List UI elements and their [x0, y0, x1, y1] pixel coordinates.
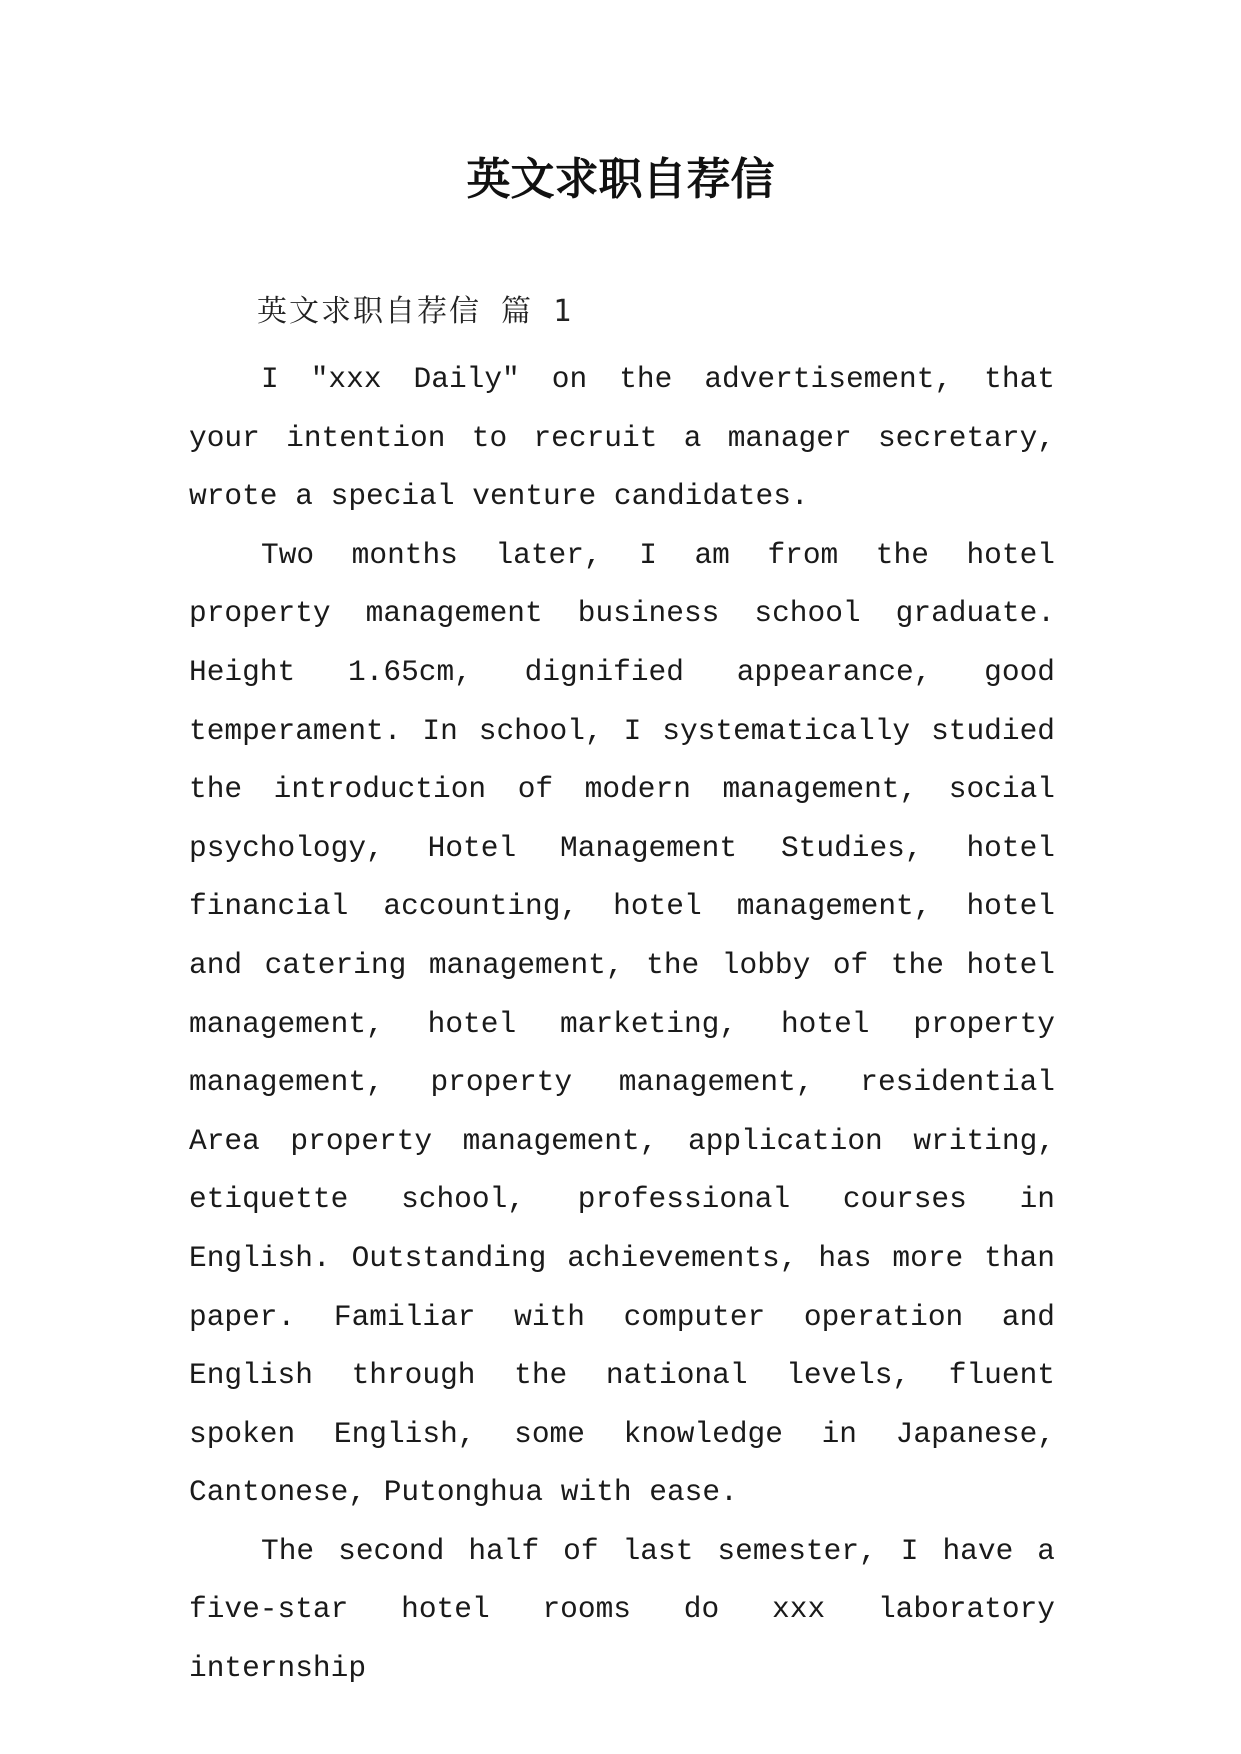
paragraph: Two months later, I am from the hotel property management business school graduate. Height 1.65cm, dignified appearance, good temperament. In school, I systematically studied the introduction of modern management, social psychology, Hotel Management Studies, hotel financial accounting, hotel management, hotel and catering management, the lobby of the hotel management, hotel marketing, hotel property management, property management, residential Area property management, application writing, etiquette school, professional courses in English. Outstanding achievements, has more than paper. Familiar with computer operation and English through the national levels, fluent spoken English, some knowledge in Japanese, Cantonese, Putonghua with ease.	[189, 537, 1055, 1510]
paragraph: The second half of last semester, I have a five-star hotel rooms do xxx laboratory internship	[189, 1533, 1055, 1686]
document-title: 英文求职自荐信	[466, 154, 775, 205]
paragraph: I "xxx Daily" on the advertisement, that your intention to recruit a manager secretary, wrote a special venture candidates.	[189, 362, 1055, 514]
letter-body	[189, 350, 1055, 1698]
section-heading: 英文求职自荐信 篇 1	[257, 294, 574, 329]
